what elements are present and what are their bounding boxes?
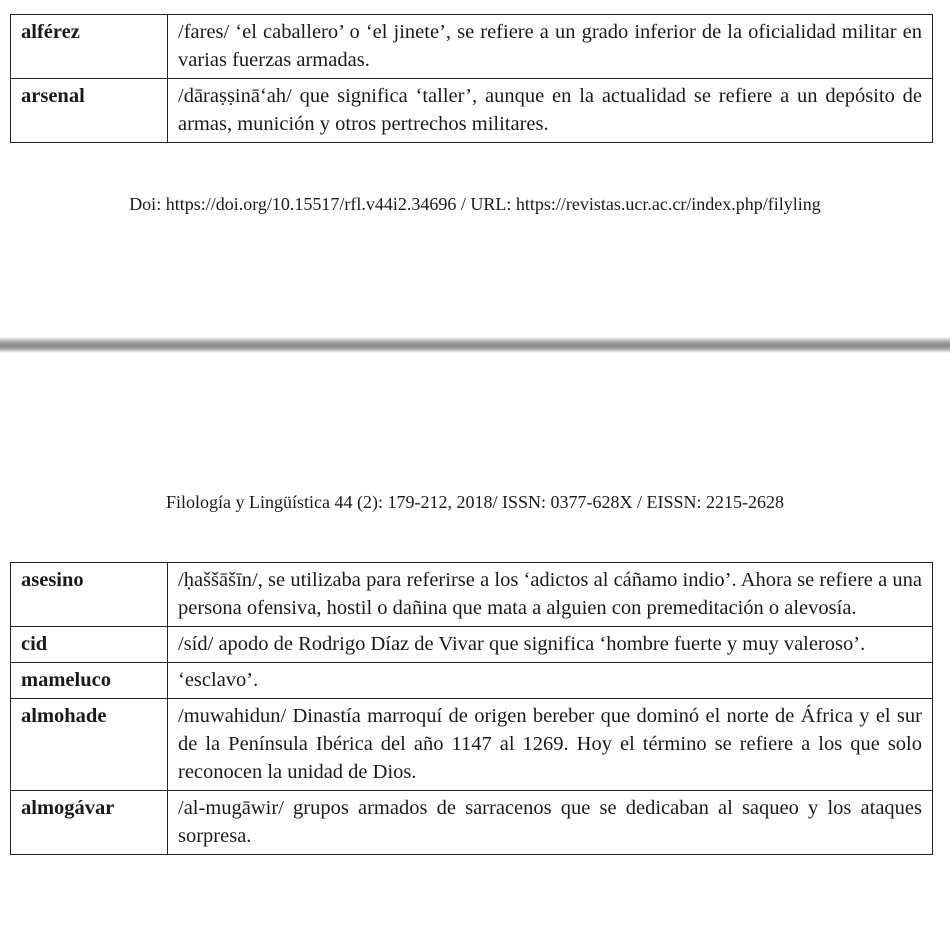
term-cell: almohade (11, 699, 168, 791)
term-cell: cid (11, 627, 168, 663)
definition-cell: /fares/ ‘el caballero’ o ‘el jinete’, se refiere a un grado inferior de la oficialidad militar en varias fuerzas armadas. (168, 15, 933, 79)
term-cell: mameluco (11, 663, 168, 699)
journal-header: Filología y Lingüística 44 (2): 179-212, 2018/ ISSN: 0377-628X / EISSN: 2215-2628 (166, 492, 784, 512)
term-cell: almogávar (11, 791, 168, 855)
table-row (11, 663, 933, 699)
definition-cell: ‘esclavo’. (168, 663, 933, 699)
definition-cell: /muwahidun/ Dinastía marroquí de origen bereber que dominó el norte de África y el sur de la Península Ibérica del año 1147 al 1269. Hoy el término se refiere a los que solo reconocen la unidad de Dios. (168, 699, 933, 791)
term-cell: arsenal (11, 79, 168, 143)
definition-cell: /ḥaššāšīn/, se utilizaba para referirse a los ‘adictos al cáñamo indio’. Ahora se refiere a una persona ofensiva, hostil o dañina que mata a alguien con premeditación o alevosía. (168, 563, 933, 627)
definition-cell: /al-mugāwir/ grupos armados de sarracenos que se dedicaban al saqueo y los ataques sorpresa. (168, 791, 933, 855)
doi-footer: Doi: https://doi.org/10.15517/rfl.v44i2.34696 / URL: https://revistas.ucr.ac.cr/index.php/filyling (129, 194, 821, 214)
table-row (11, 699, 933, 791)
term-cell: asesino (11, 563, 168, 627)
page-separator (0, 337, 950, 353)
table-row (11, 563, 933, 627)
glossary-table-top (10, 14, 933, 143)
definition-cell: /síd/ apodo de Rodrigo Díaz de Vivar que significa ‘hombre fuerte y muy valeroso’. (168, 627, 933, 663)
table-row (11, 791, 933, 855)
table-row (11, 79, 933, 143)
definition-cell: /dāraṣṣinā‘ah/ que significa ‘taller’, aunque en la actualidad se refiere a un depósito de armas, munición y otros pertrechos militares. (168, 79, 933, 143)
term-cell: alférez (11, 15, 168, 79)
glossary-table-bottom (10, 562, 933, 855)
table-row (11, 627, 933, 663)
table-row (11, 15, 933, 79)
